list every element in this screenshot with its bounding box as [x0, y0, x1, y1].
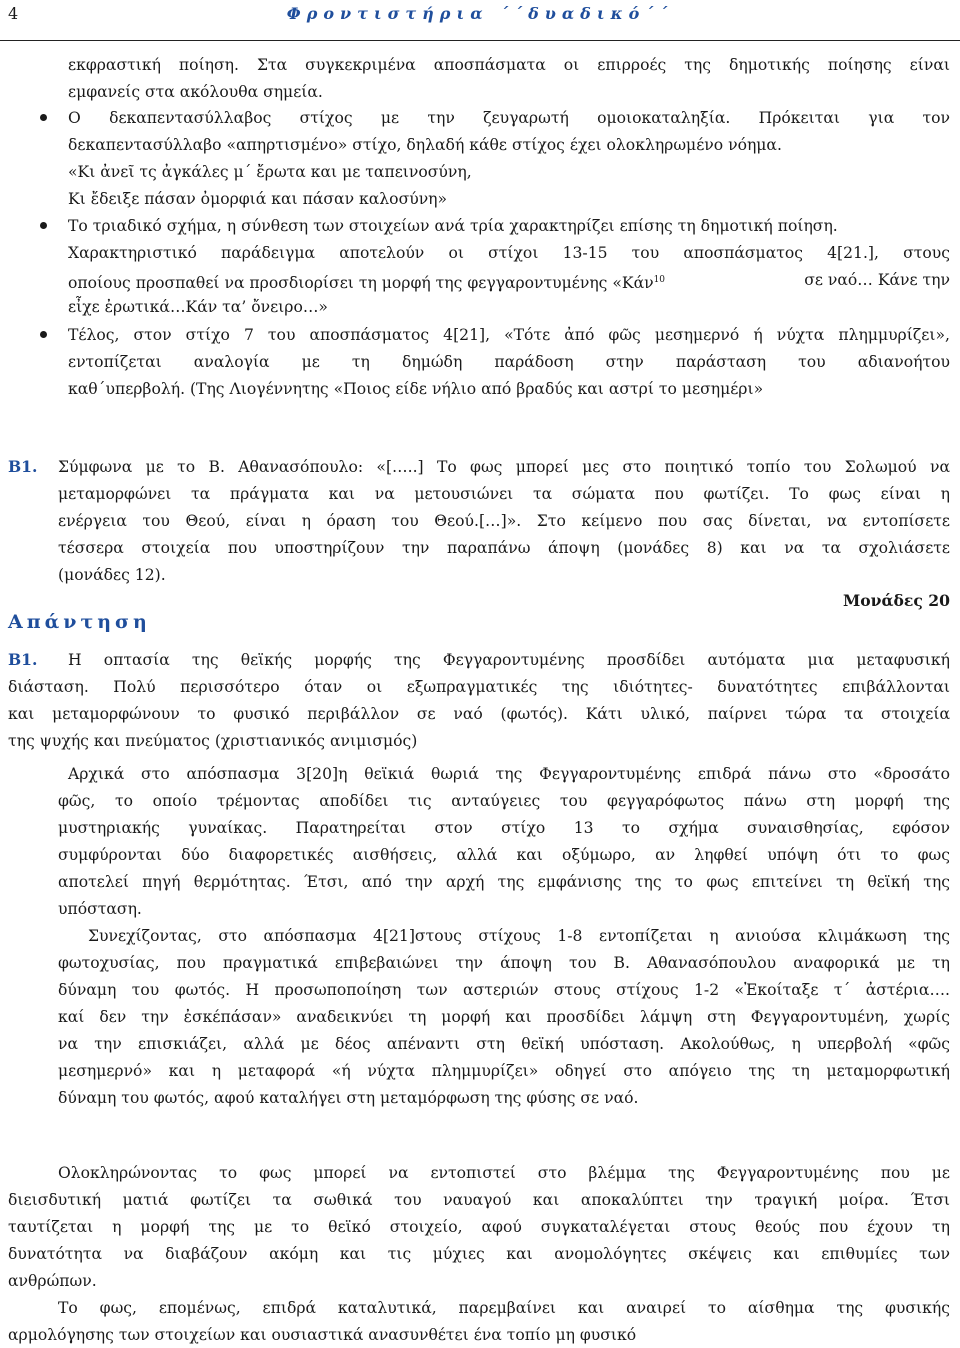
question-label: Β1. — [8, 457, 38, 476]
answer-line: ανθρώπων. — [8, 1272, 97, 1290]
text-line: εκφραστική ποίηση. Στα συγκεκριμένα αποσπάσματα οι επιρροές της δημοτικής ποίησης είναι — [68, 56, 950, 74]
bullet-icon — [40, 222, 47, 229]
text-line: εντοπίζεται αναλογία με τη δημώδη παράδοση στην παράσταση του αδιανοήτου — [68, 353, 950, 371]
answer-line: υπόσταση. — [58, 900, 142, 918]
question-line: ενέργεια του Θεού, είναι η όραση του Θεού.[…]». Στο κείμενο που σας δίνεται, να εντοπίσετε — [58, 512, 950, 530]
question-line: μεταμορφώνει τα πράγματα και να μετουσιώνει τα σώματα που φωτίζει. Το φως είναι η — [58, 485, 950, 503]
answer-line: μυστηριακής γυναίκας. Παρατηρείται στον στίχο 13 το σχήμα συναισθησίας, εφόσον — [58, 819, 950, 837]
text-line: Χαρακτηριστικό παράδειγμα αποτελούν οι στίχοι 13-15 του αποσπάσματος 4[21.], στους — [68, 244, 950, 262]
answer-line: ταυτίζεται η μορφή της με το θεϊκό στοιχείο, αφού συγκαταλέγεται στους θεούς που έχουν τη — [8, 1218, 950, 1236]
answer-line: καί δεν την ἐσκέπάσαν» αναδεικνύει τη μορφή και προσδίδει λάμψη στη Φεγγαροντυμένη, χωρίς — [58, 1008, 950, 1026]
answer-line: συμφύρονται δύο διαφορετικές αισθήσεις, αλλά και οξύμωρο, αν ληφθεί υπόψη ότι το φως — [58, 846, 950, 864]
answer-line: Η οπτασία της θεϊκής μορφής της Φεγγαροντυμένης προσδίδει αυτόματα μια μεταφυσική — [68, 651, 950, 669]
points-label: Μονάδες 20 — [843, 591, 950, 610]
answer-line: Ολοκληρώνοντας το φως μπορεί να εντοπιστεί στο βλέμμα της Φεγγαροντυμένης που με — [58, 1164, 950, 1182]
answer-line: δυνατότητα να διαβάζουν ακόμη και τις μύχιες και ανομολόγητες σκέψεις και επιθυμίες των — [8, 1245, 950, 1263]
text-line: Το τριαδικό σχήμα, η σύνθεση των στοιχείων ανά τρία χαρακτηρίζει επίσης τη δημοτική ποίηση. — [68, 217, 838, 235]
bullet-icon — [40, 114, 47, 121]
answer-title: Απάντηση — [8, 611, 151, 633]
answer-line: φωτοχυσίας, που πραγματικά επιβεβαιώνει την άποψη του Β. Αθανασόπουλου αναφορικά με τη — [58, 954, 950, 972]
answer-line: να την επισκιάζει, αλλά με δέος απέναντι στη θεϊκή υπόσταση. Ακολούθως, η υπερβολή «φῶς — [58, 1035, 950, 1053]
verse-line: Κι ἔδειξε πάσαν ὀμορφιά και πάσαν καλοσύνη» — [68, 190, 448, 208]
text-line: εἶχε ἐρωτικά…Κάν τα’ ὄνειρο…» — [68, 298, 328, 316]
answer-line: Αρχικά στο απόσπασμα 3[20]η θεϊκιά θωριά της Φεγγαροντυμένης επιδρά πάνω στο «δροσάτο — [68, 765, 950, 783]
text-segment: σε ναό… Κάνε την — [804, 271, 950, 289]
text-line: εμφανείς στα ακόλουθα σημεία. — [68, 83, 323, 101]
answer-line: διεισδυτική ματιά φωτίζει τα σωθικά του ναυαγού και αποκαλύπτει την τραγική μοίρα. Έτσι — [8, 1191, 950, 1209]
answer-line: μεσημερνό» και η μεταφορά «ή νύχτα πλημμυρίζει» οδηγεί στο απόγειο της τη μεταμορφωτική — [58, 1062, 950, 1080]
text-line: Ο δεκαπεντασύλλαβος στίχος με την ζευγαρωτή ομοιοκαταληξία. Πρόκειται για τον — [68, 109, 950, 127]
answer-line: δύναμη του φωτός. Η προσωποποίηση των αστεριών στους στίχους 1-2 «Ἐκοίταξε τ΄ ἀστέρια…. — [58, 981, 950, 999]
text-line: Τέλος, στον στίχο 7 του αποσπάσματος 4[21], «Τότε ἀπό φῶς μεσημερνό ή νύχτα πλημμυρίζει», — [68, 326, 950, 344]
text-line: δεκαπεντασύλλαβο «απηρτισμένο» στίχο, δηλαδή κάθε στίχος έχει ολοκληρωμένο νόημα. — [68, 136, 782, 154]
answer-line: διάσταση. Πολύ περισσότερο όταν οι εξωπραγματικές της ιδιότητες- δυνατότητες επιβάλλονται — [8, 678, 950, 696]
answer-line: της ψυχής και πνεύματος (χριστιανικός ανιμισμός) — [8, 732, 418, 750]
text-line-with-footnote — [68, 270, 950, 293]
answer-line: αρμολόγησης των στοιχείων και ουσιαστικά ανασυνθέτει ένα τοπίο μη φυσικό — [8, 1326, 637, 1344]
running-title: Φροντιστήρια ΄΄δυαδικό΄΄ — [286, 4, 674, 23]
answer-line: φῶς, το οποίο τρέμοντας αποδίδει τις ανταύγειες του φεγγαρόφωτος πάνω στη μορφή της — [58, 792, 950, 810]
page-header — [0, 0, 960, 41]
text-line: καθ΄υπερβολή. (Της Λιογέννητης «Ποιος είδε νήλιο από βραδύς και αστρί το μεσημέρι» — [68, 380, 764, 398]
question-line: Σύμφωνα με το Β. Αθανασόπουλο: «[…..] Το φως μπορεί μες στο ποιητικό τοπίο του Σολωμού να — [58, 458, 950, 476]
answer-label: Β1. — [8, 650, 38, 669]
question-line: τέσσερα στοιχεία που υποστηρίζουν την παραπάνω άποψη (μονάδες 8) και να τα σχολιάσετε — [58, 539, 950, 557]
text-segment: οποίους προσπαθεί να προσδιορίσει τη μορφή της φεγγαροντυμένης «Κάν — [68, 274, 654, 293]
answer-line: και μεταμορφώνουν το φυσικό περιβάλλον σε ναό (φωτός). Κάτι υλικό, παίρνει τώρα τα στοιχεία — [8, 705, 950, 723]
footnote-mark: 10 — [653, 275, 666, 285]
answer-line: Συνεχίζοντας, στο απόσπασμα 4[21]στους στίχους 1-8 εντοπίζεται η ανιούσα κλιμάκωση της — [88, 927, 950, 945]
answer-line: δύναμη του φωτός, αφού καταλήγει στη μεταμόρφωση της φύσης σε ναό. — [58, 1089, 639, 1107]
question-line: (μονάδες 12). — [58, 566, 166, 584]
page-number: 4 — [8, 4, 19, 23]
answer-line: Το φως, επομένως, επιδρά καταλυτικά, παρεμβαίνει και αναιρεί το αίσθημα της φυσικής — [58, 1299, 950, 1317]
answer-line: αποτελεί πηγή θερμότητας. Έτσι, από την αρχή της εμφάνισης της το φως επιτείνει τη θεϊκή της — [58, 873, 950, 891]
verse-line: «Κι ἀνεῖ τς ἀγκάλες μ΄ ἔρωτα και με ταπεινοσύνη, — [68, 163, 472, 181]
bullet-icon — [40, 331, 47, 338]
